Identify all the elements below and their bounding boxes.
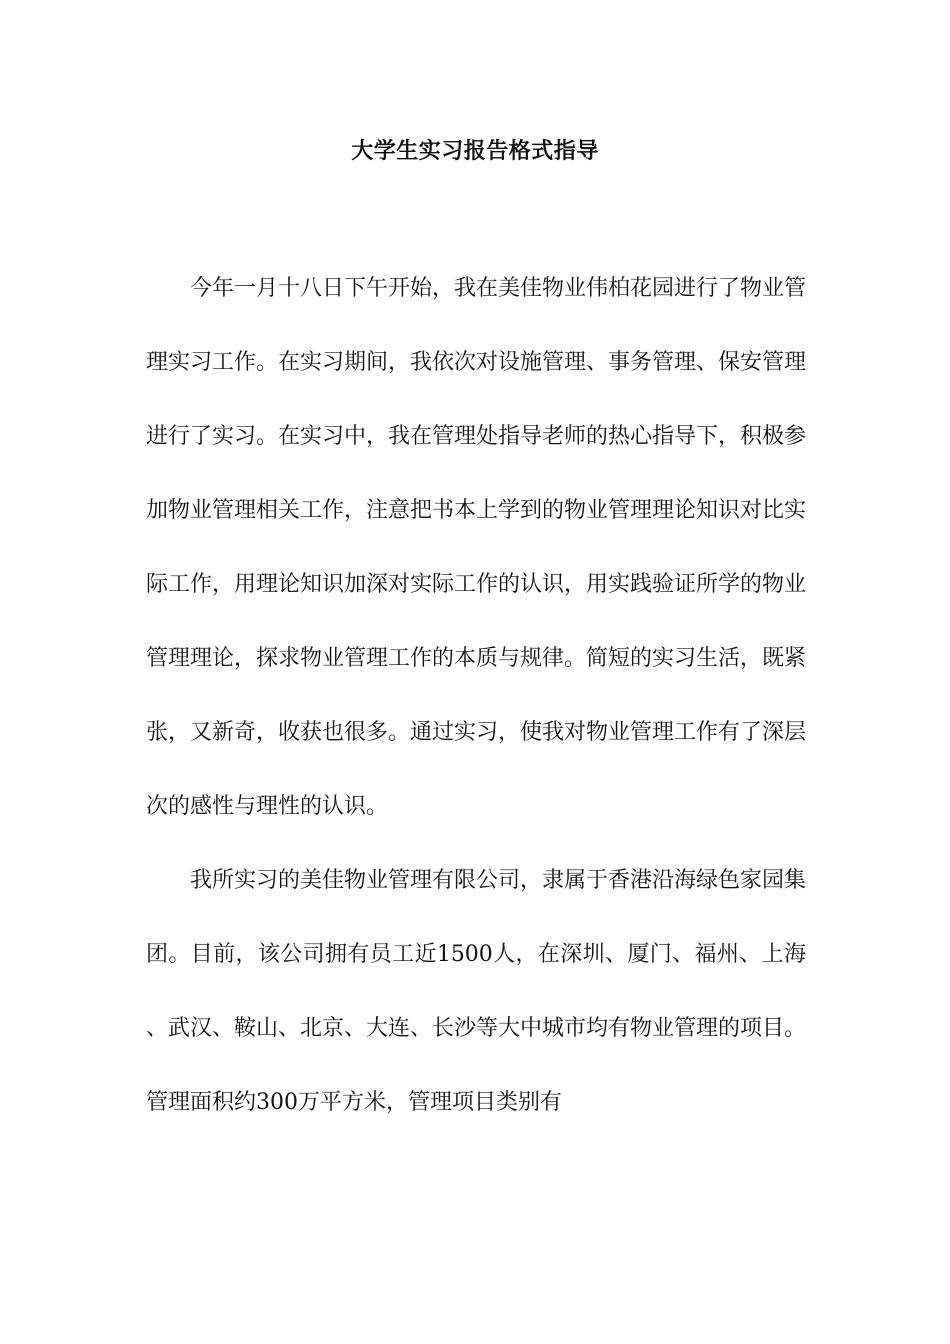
paragraph-internship-overview: 今年一月十八日下午开始，我在美佳物业伟柏花园进行了物业管理实习工作。在实习期间，我依次对设施管理、事务管理、保安管理进行了实习。在实习中，我在管理处指导老师的热心指导下，积极参加物业管理相关工作，注意把书本上学到的物业管理理论知识对比实际工作，用理论知识加深对实际工作的认识，用实践验证所学的物业管理理论，探求物业管理工作的本质与规律。简短的实习生活，既紧张，又新奇，收获也很多。通过实习，使我对物业管理工作有了深层次的感性与理性的认识。 (146, 276, 807, 819)
paragraph-company-introduction: 我所实习的美佳物业管理有限公司，隶属于香港沿海绿色家园集团。目前，该公司拥有员工近1500人，在深圳、厦门、福州、上海、武汉、鞍山、北京、大连、长沙等大中城市均有物业管理的项目。管理面积约300万平方米，管理项目类别有 (146, 868, 807, 1115)
document-title: 大学生实习报告格式指导 (351, 139, 599, 164)
document-body (146, 252, 806, 1140)
